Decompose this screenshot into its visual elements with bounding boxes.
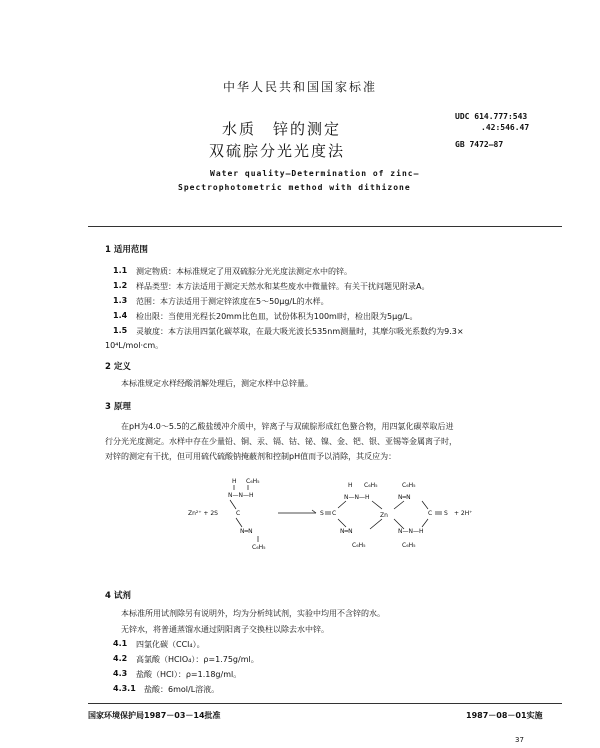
formula-carbon: C	[236, 510, 241, 517]
formula-phenyl: C₆H₅	[402, 482, 416, 489]
clause-number: 4.3.1	[113, 684, 136, 693]
clause-number: 4.1	[113, 639, 128, 648]
clause-number: 4.3	[113, 669, 128, 678]
formula-h: H	[348, 482, 353, 489]
formula-zinc: Zn	[380, 512, 388, 519]
english-title-line-1: Water quality—Determination of zinc—	[210, 169, 420, 178]
formula-sulfur: S	[444, 510, 448, 517]
english-title-line-2: Spectrophotometric method with dithizone	[178, 183, 411, 192]
clause-text: 测定物质：本标准规定了用双硫腙分光光度法测定水中的锌。	[136, 267, 352, 276]
title-line-2: 双硫腙分光光度法	[209, 142, 346, 160]
clause-text: 四氯化碳（CCl₄）。	[136, 640, 205, 649]
header-divider	[88, 226, 562, 227]
clause-text: 盐酸（HCl）：ρ=1.18g/ml。	[136, 670, 242, 679]
clause-text-continued: 10⁴L/mol·cm。	[105, 341, 164, 350]
formula-hydrazine: N—N—H	[228, 492, 254, 499]
footer-divider	[88, 703, 562, 704]
clause-number: 1.5	[113, 326, 128, 335]
section-2-body: 本标准规定水样经酸消解处理后，测定水样中总锌量。	[121, 379, 313, 388]
section-3-heading: 3 原理	[105, 402, 131, 412]
reactant-text: Zn²⁺ + 2S	[188, 510, 218, 517]
formula-azo: N═N	[240, 528, 253, 535]
formula-phenyl: C₆H₅	[252, 544, 266, 551]
udc-code: UDC 614.777:543	[455, 112, 528, 121]
reaction-equation-figure	[188, 475, 508, 565]
paragraph-line: 行分光光度测定。水样中存在少量铅、铜、汞、镉、钴、铋、镍、金、钯、银、亚锡等金属离子时，	[105, 437, 457, 446]
formula-h: H	[232, 478, 237, 485]
paragraph-line: 对锌的测定有干扰，但可用硫代硫酸钠掩蔽剂和控制pH值而予以消除，其反应为：	[105, 452, 397, 461]
formula-azo: N═N	[340, 528, 353, 535]
clause-number: 1.3	[113, 296, 128, 305]
formula-hydrazine: N—N—H	[398, 528, 424, 535]
approval-date: 国家环境保护局1987－03－14批准	[88, 711, 221, 720]
paragraph-line: 无锌水，将普通蒸馏水通过阴阳离子交换柱以除去水中锌。	[121, 625, 329, 634]
product-tail: + 2H⁺	[454, 510, 473, 517]
udc-code-cont: .42:546.47	[481, 123, 530, 132]
clause-number: 1.4	[113, 311, 128, 320]
formula-phenyl: C₆H₅	[352, 542, 366, 549]
paragraph-line: 在pH为4.0～5.5的乙酸盐缓冲介质中，锌离子与双硫腙形成红色螯合物，用四氯化碳萃取后进	[121, 422, 454, 431]
formula-phenyl: C₆H₅	[364, 482, 378, 489]
implementation-date: 1987－08－01实施	[466, 711, 543, 720]
clause-number: 4.2	[113, 654, 128, 663]
formula-phenyl: C₆H₅	[246, 478, 260, 485]
formula-carbon: C	[428, 510, 433, 517]
formula-hydrazine: N—N—H	[344, 494, 370, 501]
clause-text: 高氯酸（HClO₄）：ρ=1.75g/ml。	[136, 655, 259, 664]
formula-azo: N═N	[398, 494, 411, 501]
clause-text: 灵敏度：本方法用四氯化碳萃取，在最大吸光波长535nm测量时，其摩尔吸光系数约为9.3×	[136, 327, 464, 336]
clause-text: 范围：本方法适用于测定锌浓度在5～50μg/L的水样。	[136, 297, 329, 306]
section-1-heading: 1 适用范围	[105, 245, 148, 255]
page-number: 37	[515, 736, 524, 744]
clause-number: 1.1	[113, 266, 128, 275]
formula-carbon: C	[332, 510, 337, 517]
paragraph-line: 本标准所用试剂除另有说明外，均为分析纯试剂，实验中均用不含锌的水。	[121, 609, 385, 618]
clause-text: 检出限：当使用光程长20mm比色皿，试份体积为100ml时，检出限为5μg/L。	[136, 312, 418, 321]
section-2-heading: 2 定义	[105, 362, 131, 372]
title-line-1: 水质 锌的测定	[222, 120, 342, 138]
clause-number: 1.2	[113, 281, 128, 290]
gb-number: GB 7472—87	[455, 140, 504, 149]
standard-title: 中华人民共和国国家标准	[222, 80, 377, 94]
clause-text: 盐酸：6mol/L溶液。	[144, 685, 220, 694]
formula-phenyl: C₆H₅	[402, 542, 416, 549]
formula-sulfur: S	[320, 510, 324, 517]
clause-text: 样品类型：本方法适用于测定天然水和某些废水中微量锌。有关干扰问题见附录A。	[136, 282, 430, 291]
section-4-heading: 4 试剂	[105, 591, 131, 601]
